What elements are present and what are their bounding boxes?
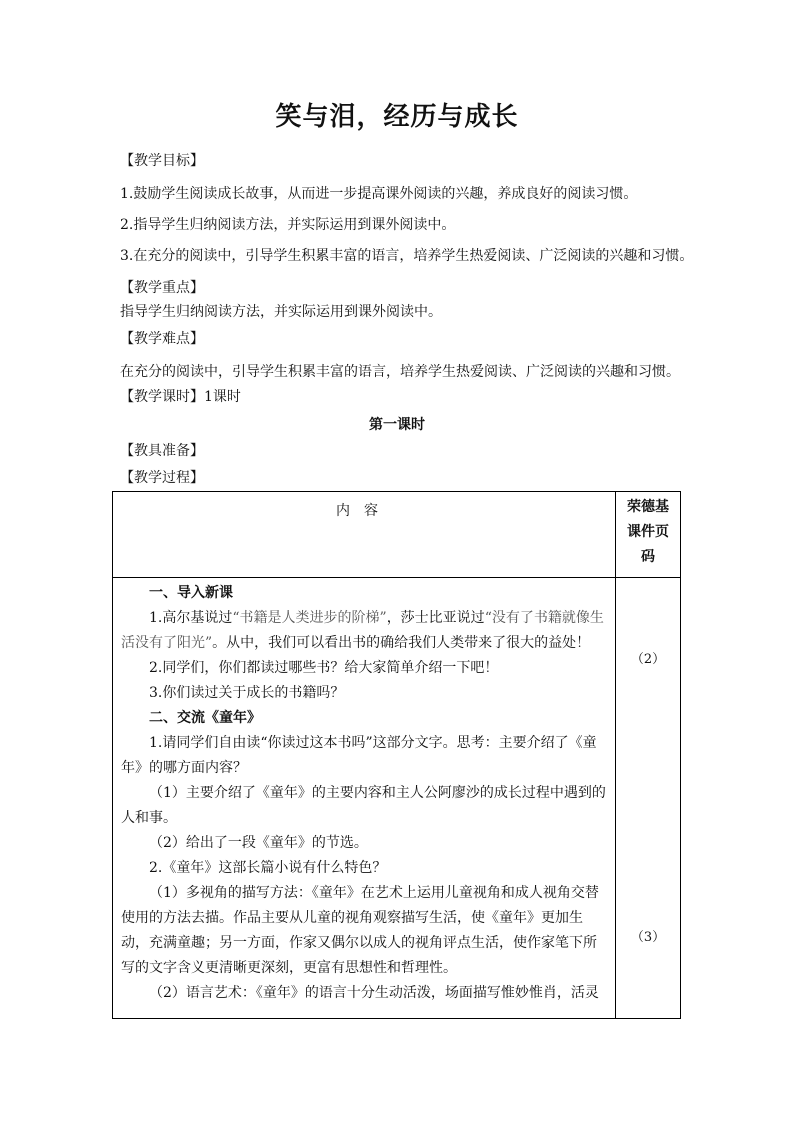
paragraph: （1）多视角的描写方法：《童年》在艺术上运用儿童视角和成人视角交替使用的方法去描。作品主要从儿童的视角观察描写生活，使《童年》更加生动，充满童趣；另一方面，作家又偶尔以成人的视角评点生活，使作家笔下所写的文字含义更清晰更深刻，更富有思想性和哲理性。 [121, 885, 599, 976]
key-points-text: 指导学生归纳阅读方法，并实际运用到课外阅读中。 [120, 304, 442, 320]
paragraph: （2）给出了一段《童年》的节选。 [149, 835, 368, 851]
key-points-heading: 【教学重点】 [120, 280, 204, 296]
header-content-label: 内容 [336, 503, 392, 519]
page-number-1: （2） [630, 652, 666, 667]
goal-item-3: 3.在充分的阅读中，引导学生积累丰富的语言，培养学生热爱阅读、广泛阅读的兴趣和习惯。 [120, 248, 694, 264]
page-number-cell [616, 578, 681, 1019]
goal-item-2: 2.指导学生归纳阅读方法，并实际运用到课外阅读中。 [120, 217, 456, 233]
table-header-row [113, 492, 681, 578]
process-heading: 【教学过程】 [120, 470, 204, 486]
paragraph: 1.请同学们自由读“你读过这本书吗”这部分文字。思考：主要介绍了《童年》的哪方面内容？ [121, 735, 597, 776]
section-title-2: 二、交流《童年》 [149, 710, 261, 726]
header-content-cell [113, 492, 616, 578]
paragraph: （2）语言艺术：《童年》的语言十分生动活泼，场面描写惟妙惟肖，活灵 [149, 985, 599, 1001]
paragraph [113, 606, 615, 656]
header-side-cell [616, 492, 681, 578]
content-cell [113, 578, 616, 1019]
goals-heading: 【教学目标】 [120, 153, 204, 169]
text-fragment: 1.高尔基说过 [149, 610, 233, 626]
paragraph: 2.《童年》这部长篇小说有什么特色？ [149, 860, 387, 876]
difficulty-heading: 【教学难点】 [120, 331, 204, 347]
paragraph: 2.同学们，你们都读过哪些书？给大家简单介绍一下吧！ [149, 660, 499, 676]
paragraph: （1）主要介绍了《童年》的主要内容和主人公阿廖沙的成长过程中遇到的人和事。 [121, 785, 606, 826]
table-body-row [113, 578, 681, 1019]
page-title: 笑与泪，经历与成长 [275, 102, 519, 132]
difficulty-text: 在充分的阅读中，引导学生积累丰富的语言，培养学生热爱阅读、广泛阅读的兴趣和习惯。 [120, 364, 680, 380]
header-side-line-1: 荣德基 [627, 499, 669, 515]
paragraph: 3.你们读过关于成长的书籍吗？ [149, 685, 345, 701]
section-title-1: 一、导入新课 [149, 585, 233, 601]
text-fragment: ，莎士比亚说过 [386, 610, 485, 626]
header-side-line-2: 课件页 [627, 524, 669, 540]
quote-fragment: “书籍是人类进步的阶梯” [232, 610, 387, 626]
text-fragment: 。从中，我们可以看出书的确给我们人类带来了很大的益处！ [212, 635, 591, 651]
header-side-line-3: 码 [641, 549, 655, 565]
page-number-2: （3） [630, 930, 666, 945]
goal-item-1: 1.鼓励学生阅读成长故事，从而进一步提高课外阅读的兴趣，养成良好的阅读习惯。 [120, 186, 638, 202]
lesson-title: 第一课时 [369, 417, 425, 433]
lesson-hours: 【教学课时】1课时 [120, 389, 241, 405]
tools-heading: 【教具准备】 [120, 443, 204, 459]
quote-fragment: “没有了书籍就像生活没有了阳光” [121, 610, 604, 651]
process-table [112, 491, 681, 1019]
